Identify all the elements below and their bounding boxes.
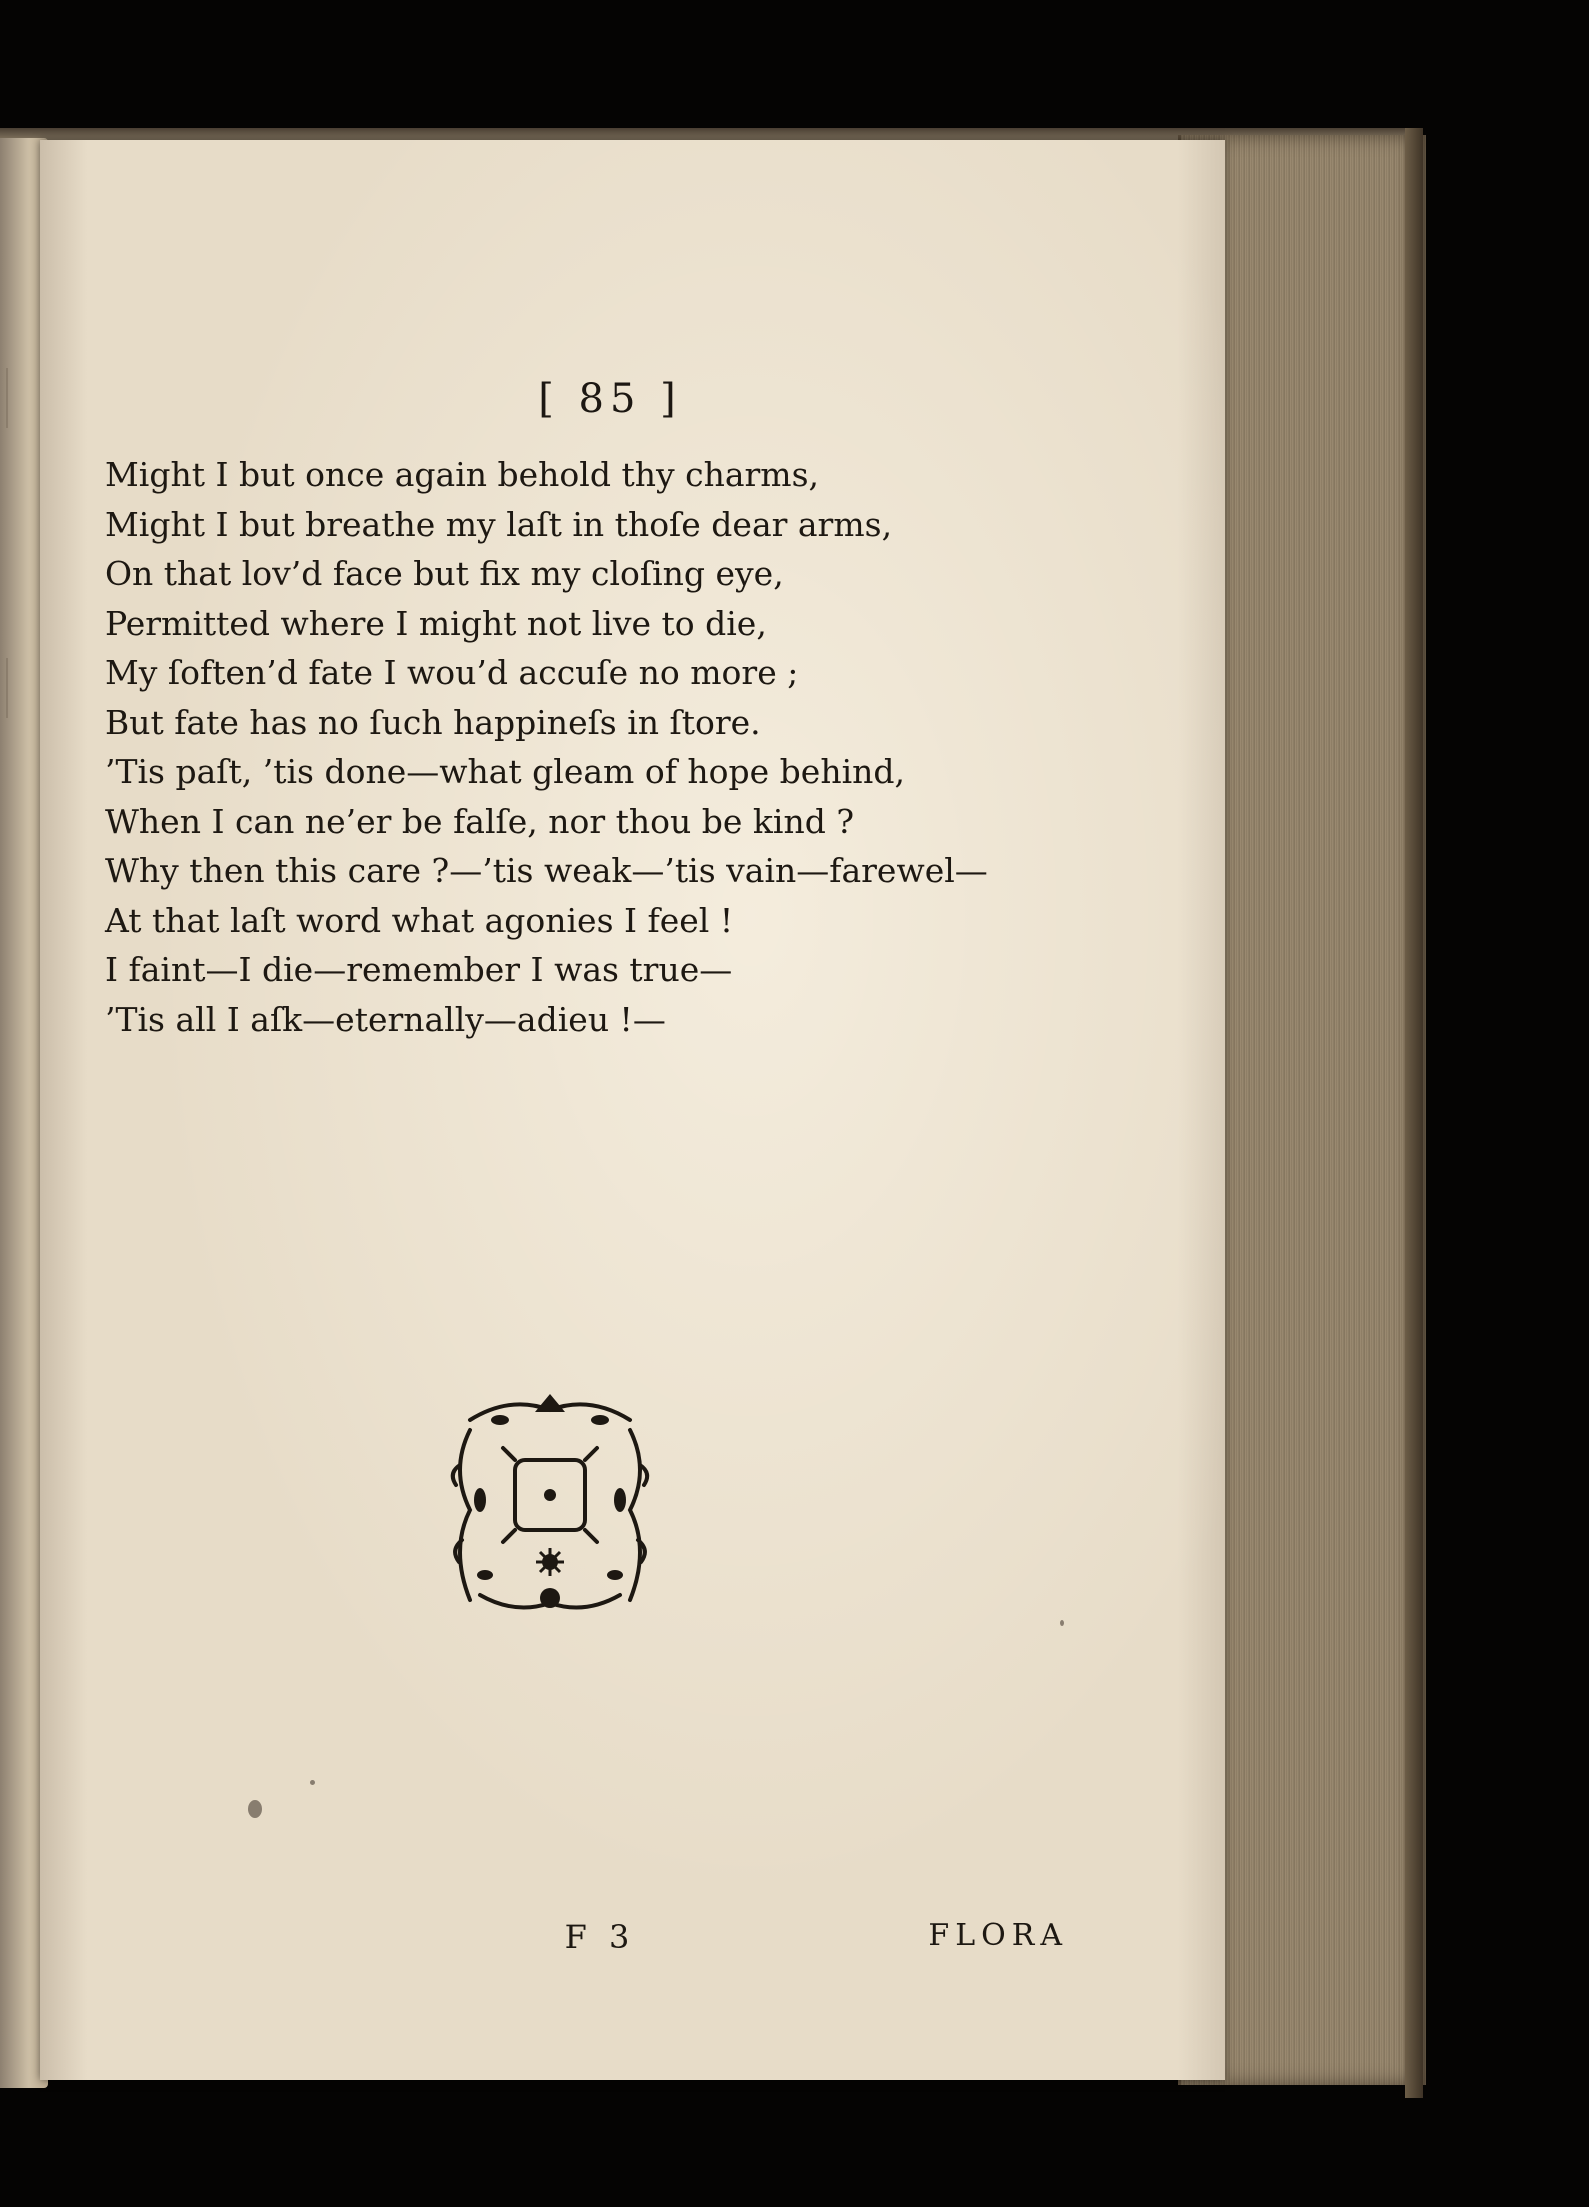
poem-line: Might I but breathe my laſt in thoſe dear arms, <box>105 504 893 544</box>
poem-line: But fate has no ſuch happineſs in ſtore. <box>105 702 761 742</box>
paper-fleck <box>310 1780 315 1785</box>
fleuron-ornament-icon <box>440 1390 660 1620</box>
poem-line: ’Tis paſt, ’tis done—what gleam of hope behind, <box>105 752 905 791</box>
page-number-header: [ 85 ] <box>538 376 682 422</box>
poem-line: When I can ne’er be falſe, nor thou be kind ? <box>105 801 855 841</box>
poem-line: Permitted where I might not live to die, <box>105 603 767 643</box>
poem-line: On that lov’d face but fix my cloſing eye, <box>105 554 784 593</box>
facing-page-mark <box>6 368 28 428</box>
paper-fleck <box>1060 1620 1064 1626</box>
signature-mark: F 3 <box>564 1918 636 1956</box>
poem-line: My ſoften’d fate I wou’d accuſe no more ; <box>105 653 799 692</box>
poem-line: At that laſt word what agonies I feel ! <box>105 900 734 940</box>
poem-line: I faint—I die—remember I was true— <box>105 950 733 989</box>
poem-line: Might I but once again behold thy charms, <box>105 455 820 494</box>
book-cover-right-edge <box>1405 128 1423 2098</box>
paper-fleck <box>248 1800 262 1818</box>
facing-page-mark <box>6 658 28 718</box>
poem-text <box>105 450 1065 1044</box>
book-page <box>40 140 1225 2080</box>
poem-line: Why then this care ?—’tis weak—’tis vain—farewel— <box>105 851 988 890</box>
poem-line: ’Tis all I aſk—eternally—adieu !— <box>105 999 666 1039</box>
catchword: FLORA <box>928 1918 1068 1953</box>
